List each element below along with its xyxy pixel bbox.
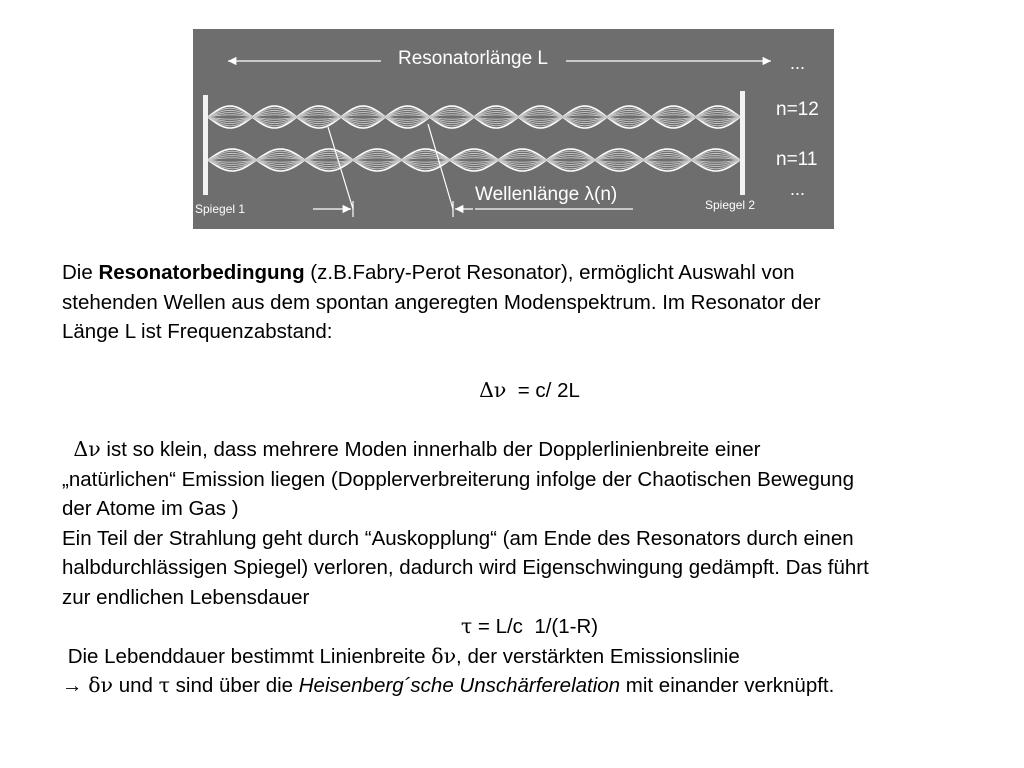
dots-bottom: ... bbox=[790, 179, 806, 199]
paragraph-3-line-1: Ein Teil der Strahlung geht durch “Auskopplung“ (am Ende des Resonators durch einen bbox=[62, 526, 854, 550]
resonator-length-label: Resonatorlänge L bbox=[398, 47, 548, 69]
mode-label-n11: n=11 bbox=[776, 149, 818, 170]
paragraph-1-line-1: Die Resonatorbedingung (z.B.Fabry-Perot Resonator), ermöglicht Auswahl von bbox=[62, 261, 795, 284]
explanation-text bbox=[62, 258, 997, 701]
resonator-diagram bbox=[193, 29, 834, 229]
mode-label-n12: n=12 bbox=[776, 99, 819, 120]
pointer-line-1 bbox=[328, 127, 353, 209]
mirror-2-label: Spiegel 2 bbox=[705, 198, 756, 212]
formula-frequency-spacing: Δν = c/ 2L bbox=[479, 378, 580, 402]
wavelength-label: Wellenlänge λ(n) bbox=[475, 183, 618, 205]
paragraph-1-line-2: stehenden Wellen aus dem spontan angeregten Modenspektrum. Im Resonator der bbox=[62, 290, 821, 314]
dots-top: ... bbox=[790, 53, 806, 73]
heisenberg-term: Heisenberg´sche Unschärferelation bbox=[298, 674, 621, 697]
formula-lifetime: τ = L/c 1/(1-R) bbox=[460, 614, 599, 638]
paragraph-3-line-3: zur endlichen Lebensdauer bbox=[62, 585, 310, 609]
resonator-condition-term: Resonatorbedingung bbox=[98, 261, 305, 284]
paragraph-5: → δν und τ sind über die Heisenberg´sche Unschärferelation mit einander verknüpft. bbox=[62, 673, 835, 697]
mirror-1 bbox=[203, 95, 208, 195]
mirror-2 bbox=[740, 91, 745, 195]
arrow-icon: → bbox=[62, 674, 89, 697]
paragraph-4: Die Lebenddauer bestimmt Linienbreite δν, der verstärkten Emissionslinie bbox=[62, 643, 740, 668]
paragraph-1-line-3: Länge L ist Frequenzabstand: bbox=[62, 320, 333, 343]
paragraph-2-line-3: der Atome im Gas ) bbox=[62, 497, 239, 520]
mirror-1-label: Spiegel 1 bbox=[195, 202, 246, 216]
paragraph-3-line-2: halbdurchlässigen Spiegel) verloren, dadurch wird Eigenschwingung gedämpft. Das führt bbox=[62, 556, 869, 579]
wave-mode-lower bbox=[208, 149, 740, 171]
wave-mode-upper bbox=[208, 106, 740, 128]
paragraph-2-line-1: Δν ist so klein, dass mehrere Moden innerhalb der Dopplerlinienbreite einer bbox=[73, 437, 761, 461]
resonator-figure bbox=[193, 29, 834, 229]
paragraph-2-line-2: „natürlichen“ Emission liegen (Dopplerverbreiterung infolge der Chaotischen Bewegung bbox=[62, 467, 854, 491]
pointer-line-2 bbox=[428, 124, 453, 209]
